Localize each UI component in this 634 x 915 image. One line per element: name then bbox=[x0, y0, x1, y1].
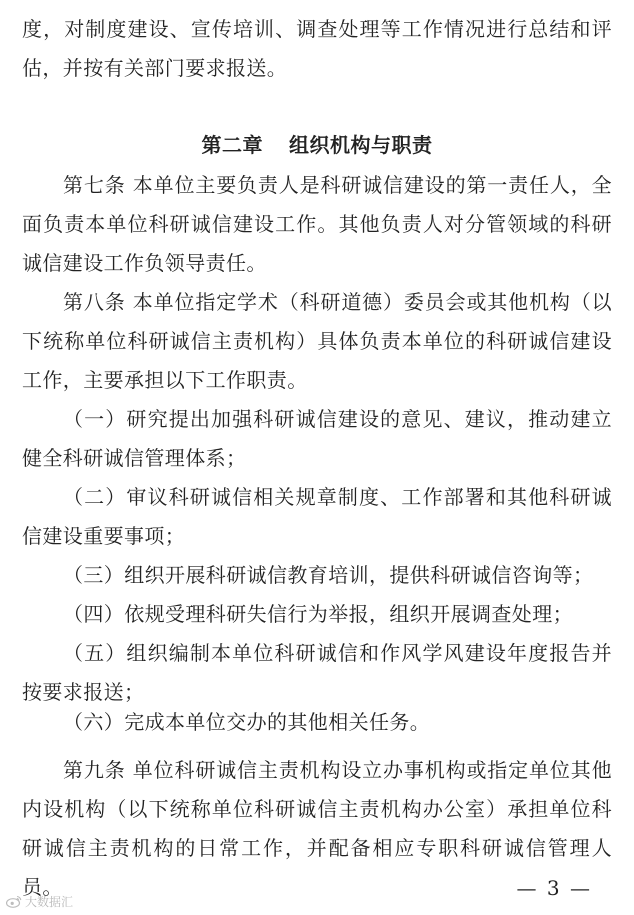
intro-continuation-paragraph: 度，对制度建设、宣传培训、调查处理等工作情况进行总结和评估，并按有关部门要求报送。 bbox=[22, 17, 612, 80]
duty-item-5: （五）组织编制本单位科研诚信和作风学风建设年度报告并按要求报送； bbox=[22, 641, 612, 704]
chapter-title: 组织机构与职责 bbox=[289, 133, 433, 157]
chapter-heading bbox=[0, 126, 634, 165]
weibo-icon bbox=[6, 895, 22, 908]
duty-item-4: （四）依规受理科研失信行为举报，组织开展调查处理； bbox=[63, 602, 573, 626]
chapter-number: 第二章 bbox=[201, 133, 263, 157]
duty-item-1: （一）研究提出加强科研诚信建设的意见、建议，推动建立健全科研诚信管理体系； bbox=[22, 407, 612, 470]
article-8-paragraph: 第八条 本单位指定学术（科研道德）委员会或其他机构（以下统称单位科研诚信主责机构）具体负责本单位的科研诚信建设工作，主要承担以下工作职责。 bbox=[22, 290, 612, 392]
watermark bbox=[6, 893, 73, 910]
page-number: — 3 — bbox=[516, 876, 592, 900]
article-7-paragraph: 第七条 本单位主要负责人是科研诚信建设的第一责任人，全面负责本单位科研诚信建设工作。其他负责人对分管领域的科研诚信建设工作负领导责任。 bbox=[22, 173, 612, 275]
article-9-paragraph: 第九条 单位科研诚信主责机构设立办事机构或指定单位其他内设机构（以下统称单位科研诚信主责机构办公室）承担单位科研诚信主责机构的日常工作，并配备相应专职科研诚信管理人员。 bbox=[22, 758, 612, 899]
duty-item-3: （三）组织开展科研诚信教育培训，提供科研诚信咨询等； bbox=[63, 563, 594, 587]
watermark-text: 大数据汇 bbox=[25, 895, 74, 909]
duty-item-6: （六）完成本单位交办的其他相关任务。 bbox=[63, 710, 431, 734]
duty-item-2: （二）审议科研诚信相关规章制度、工作部署和其他科研诚信建设重要事项； bbox=[22, 485, 612, 548]
